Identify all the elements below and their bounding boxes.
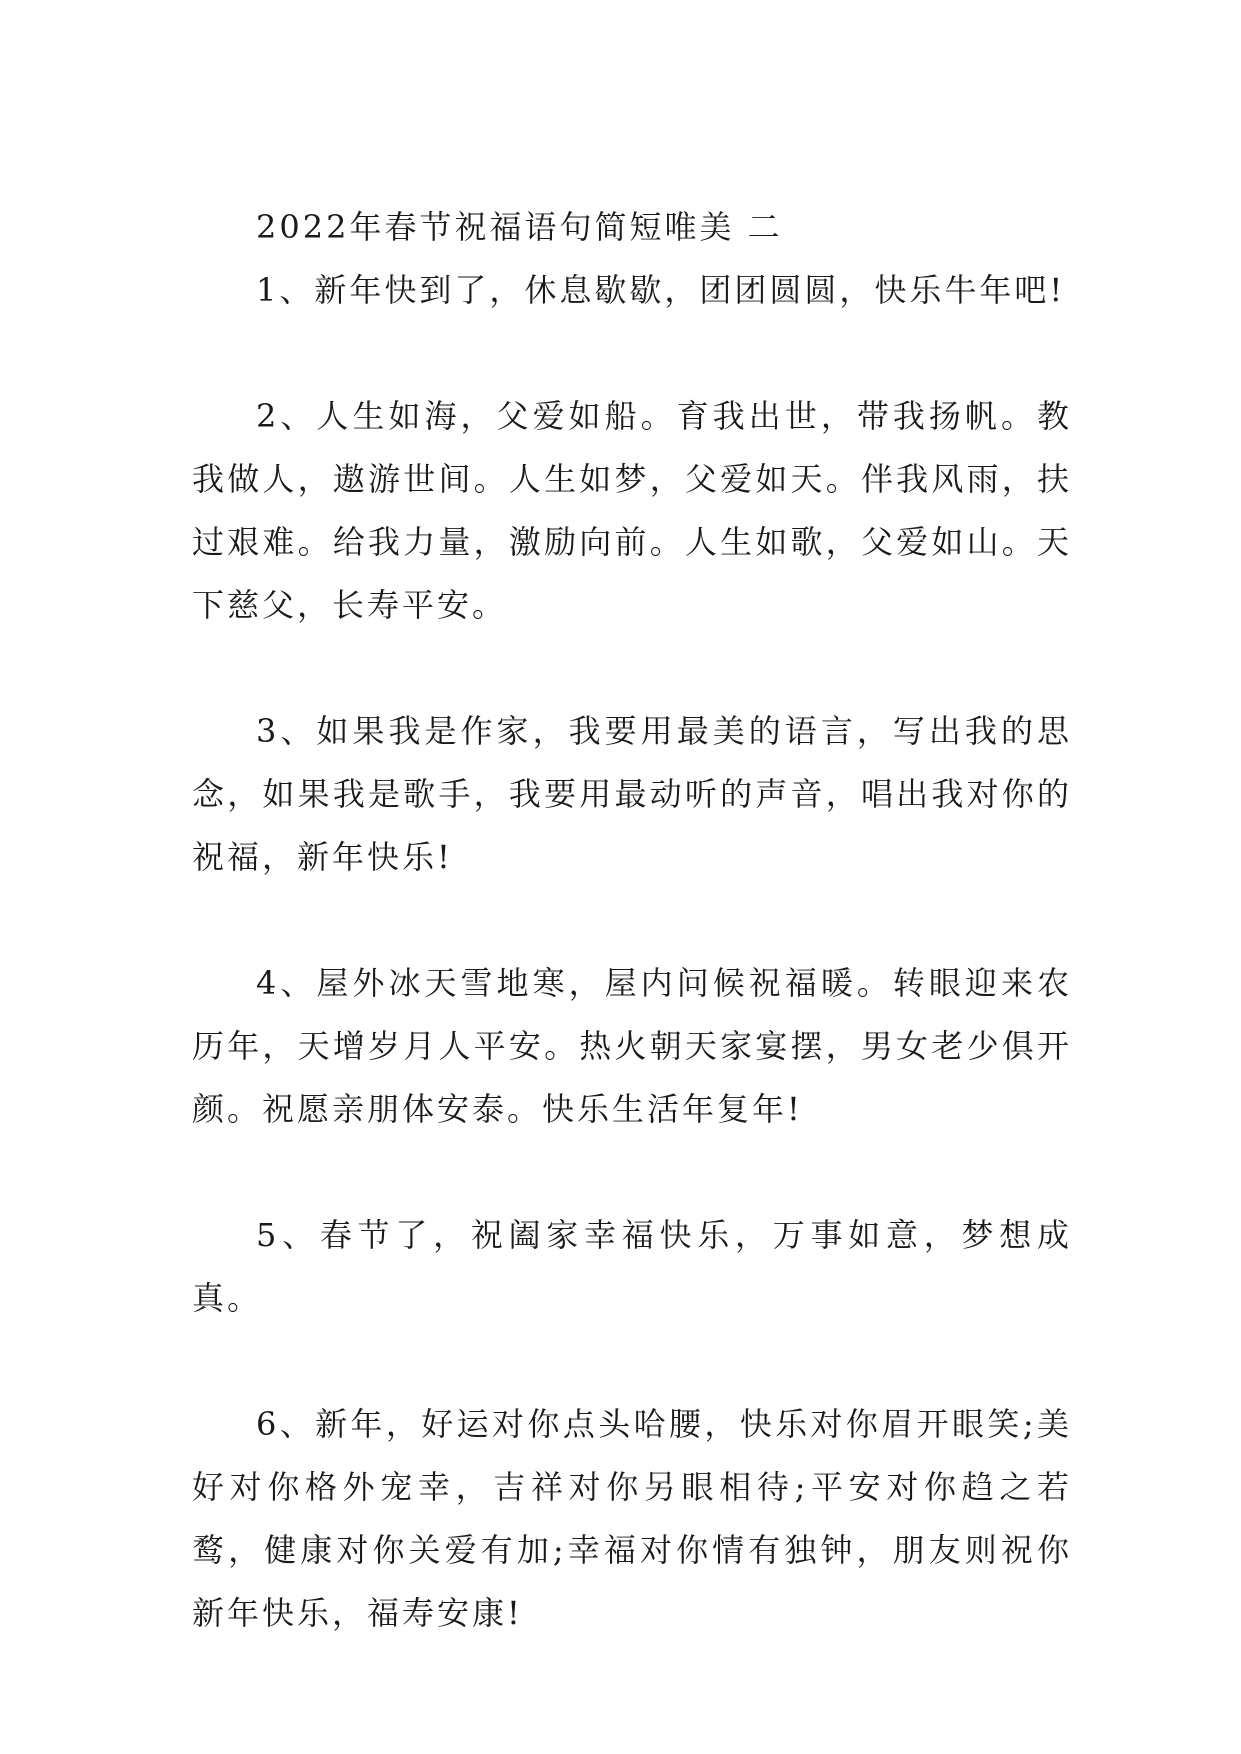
paragraph-6: 6、新年，好运对你点头哈腰，快乐对你眉开眼笑;美好对你格外宠幸，吉祥对你另眼相待;平安对你趋之若鹜，健康对你关爱有加;幸福对你情有独钟，朋友则祝你新年快乐，福寿安康!: [192, 1405, 1072, 1632]
document-body: [192, 196, 1072, 1645]
paragraph-4: 4、屋外冰天雪地寒，屋内问候祝福暖。转眼迎来农历年，天增岁月人平安。热火朝天家宴摆，男女老少俱开颜。祝愿亲朋体安泰。快乐生活年复年!: [192, 964, 1072, 1128]
document-title: 2022年春节祝福语句简短唯美 二: [256, 208, 783, 246]
paragraph-2: 2、人生如海，父爱如船。育我出世，带我扬帆。教我做人，遨游世间。人生如梦，父爱如天。伴我风雨，扶过艰难。给我力量，激励向前。人生如歌，父爱如山。天下慈父，长寿平安。: [192, 397, 1072, 624]
paragraph-5: 5、春节了，祝阖家幸福快乐，万事如意，梦想成真。: [192, 1216, 1072, 1317]
paragraph-3: 3、如果我是作家，我要用最美的语言，写出我的思念，如果我是歌手，我要用最动听的声音，唱出我对你的祝福，新年快乐!: [192, 712, 1072, 876]
paragraph-1: 1、新年快到了，休息歇歇，团团圆圆，快乐牛年吧!: [256, 271, 1066, 309]
